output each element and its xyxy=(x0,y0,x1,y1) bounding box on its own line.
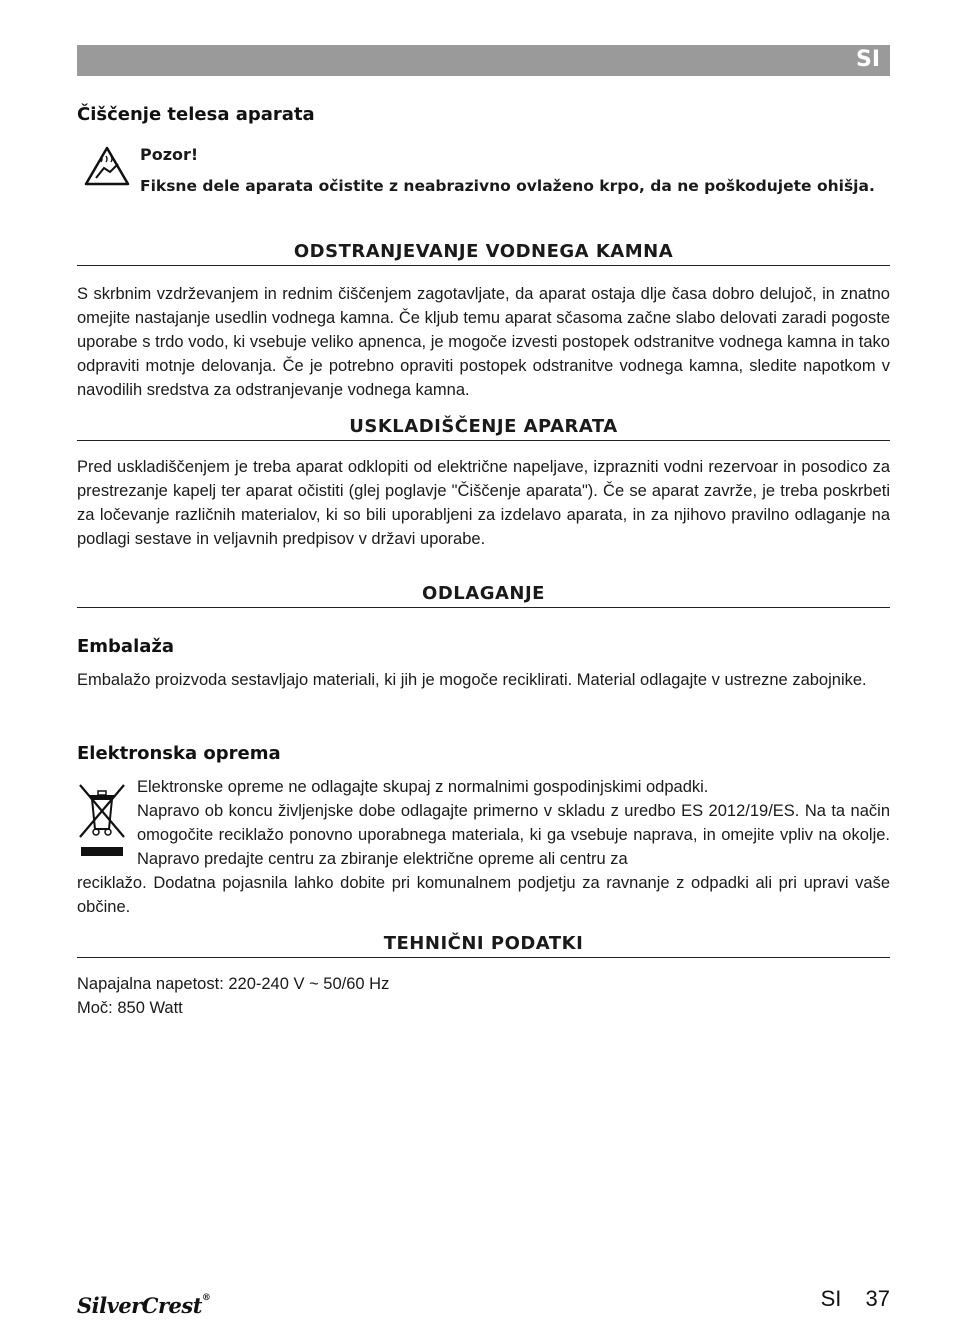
page-number: 37 xyxy=(865,1286,890,1311)
warning-title: Pozor! xyxy=(140,145,199,164)
warning-hot-surface-icon xyxy=(84,146,130,186)
warning-text: Fiksne dele aparata očistite z neabrazivno ovlaženo krpo, da ne poškodujete ohišja. xyxy=(140,177,875,195)
electronics-line-1: Elektronske opreme ne odlagajte skupaj z normalnimi gospodinjskimi odpadki. xyxy=(137,778,709,796)
descaling-heading: ODSTRANJEVANJE VODNEGA KAMNA xyxy=(77,241,890,266)
cleaning-heading: Čiščenje telesa aparata xyxy=(77,104,315,125)
page-footer xyxy=(821,1286,890,1312)
tech-power: Moč: 850 Watt xyxy=(77,999,183,1017)
tech-data-heading: TEHNIČNI PODATKI xyxy=(77,933,890,958)
brand-name: SilverCrest xyxy=(77,1293,202,1318)
electronics-heading: Elektronska oprema xyxy=(77,743,281,764)
electronics-paragraph-with-icon xyxy=(137,775,890,871)
language-header-bar xyxy=(77,45,890,76)
tech-data-list xyxy=(77,972,389,1020)
tech-voltage: Napajalna napetost: 220-240 V ~ 50/60 Hz xyxy=(77,975,390,993)
brand-logo: SilverCrest® xyxy=(77,1293,211,1318)
packaging-heading: Embalaža xyxy=(77,636,175,657)
storage-paragraph: Pred uskladiščenjem je treba aparat odklopiti od električne napeljave, izprazniti vodni rezervoar in posodico za prestrezanje kapelj ter aparat očistiti (glej poglavje "Čiščenje aparata"). Če se aparat zavrže, je treba poskrbeti za ločevanje različnih materialov, ki so bili uporabljeni za izdelavo aparata, in za njihovo pravilno odlaganje na podlagi sestave in veljavnih predpisov v državi uporabe. xyxy=(77,458,890,548)
electronics-line-2: Napravo ob koncu življenjske dobe odlagajte primerno v skladu z uredbo ES 2012/19/ES. Na ta način omogočite reciklažo ponovno uporabnega materiala, ki ga vsebuje naprava, in omejite vpliv na okolje. Napravo predajte centru za zbiranje električne opreme ali centru za xyxy=(137,802,890,868)
crossed-bin-icon xyxy=(78,783,126,859)
footer-language: SI xyxy=(820,1286,842,1311)
electronics-paragraph-continued: reciklažo. Dodatna pojasnila lahko dobite pri komunalnem podjetju za ravnanje z odpadki ali pri upravi vaše občine. xyxy=(77,874,890,916)
packaging-paragraph: Embalažo proizvoda sestavljajo materiali, ki jih je mogoče reciklirati. Material odlagajte v ustrezne zabojnike. xyxy=(77,671,867,689)
disposal-heading: ODLAGANJE xyxy=(77,583,890,608)
storage-heading: USKLADIŠČENJE APARATA xyxy=(77,416,890,441)
descaling-paragraph: S skrbnim vzdrževanjem in rednim čiščenjem zagotavljate, da aparat ostaja dlje časa dobro delujoč, in znatno omejite nastajanje usedlin vodnega kamna. Če kljub temu aparat sčasoma začne slabo delovati zaradi pogoste uporabe s trdo vodo, ki vsebuje veliko apnenca, je mogoče izvesti postopek odstranitve vodnega kamna in tako odpraviti motnje delovanja. Če je potrebno opraviti postopek odstranitve vodnega kamna, sledite napotkom v navodilih sredstva za odstranjevanje vodnega kamna. xyxy=(77,285,890,399)
language-code: SI xyxy=(855,47,880,72)
